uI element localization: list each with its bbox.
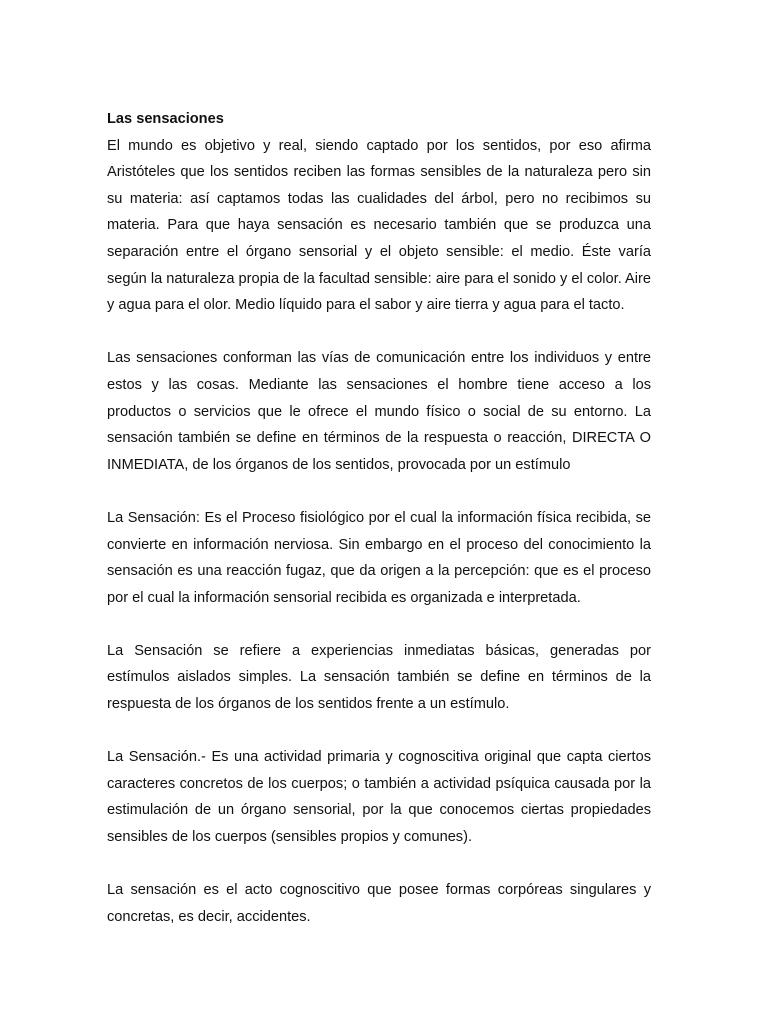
document-page <box>107 106 651 957</box>
paragraph-4: La Sensación se refiere a experiencias inmediatas básicas, generadas por estímulos aislados simples. La sensación también se define en términos de la respuesta de los órganos de los sentidos frente a un estímulo. <box>107 642 651 713</box>
paragraph-6: La sensación es el acto cognoscitivo que posee formas corpóreas singulares y concretas, es decir, accidentes. <box>107 882 651 925</box>
paragraph-3: La Sensación: Es el Proceso fisiológico por el cual la información física recibida, se convierte en información nerviosa. Sin embargo en el proceso del conocimiento la sensación es una reacción fugaz, que da origen a la percepción: que es el proceso por el cual la información sensorial recibida es organizada e interpretada. <box>107 509 651 606</box>
paragraph-5: La Sensación.- Es una actividad primaria y cognoscitiva original que capta ciertos caracteres concretos de los cuerpos; o también a actividad psíquica causada por la estimulación de un órgano sensorial, por la que conocemos ciertas propiedades sensibles de los cuerpos (sensibles propios y comunes). <box>107 749 651 846</box>
paragraph-2: Las sensaciones conforman las vías de comunicación entre los individuos y entre estos y las cosas. Mediante las sensaciones el hombre tiene acceso a los productos o servicios que le ofrece el mundo físico o social de su entorno. La sensación también se define en términos de la respuesta o reacción, DIRECTA O INMEDIATA, de los órganos de los sentidos, provocada por un estímulo <box>107 350 651 473</box>
paragraph-1: El mundo es objetivo y real, siendo captado por los sentidos, por eso afirma Aristóteles que los sentidos reciben las formas sensibles de la naturaleza pero sin su materia: así captamos todas las cualidades del árbol, pero no recibimos su materia. Para que haya sensación es necesario también que se produzca una separación entre el órgano sensorial y el objeto sensible: el medio. Éste varía según la naturaleza propia de la facultad sensible: aire para el sonido y el color. Aire y agua para el olor. Medio líquido para el sabor y aire tierra y agua para el tacto. <box>107 137 651 314</box>
document-title: Las sensaciones <box>107 111 224 127</box>
